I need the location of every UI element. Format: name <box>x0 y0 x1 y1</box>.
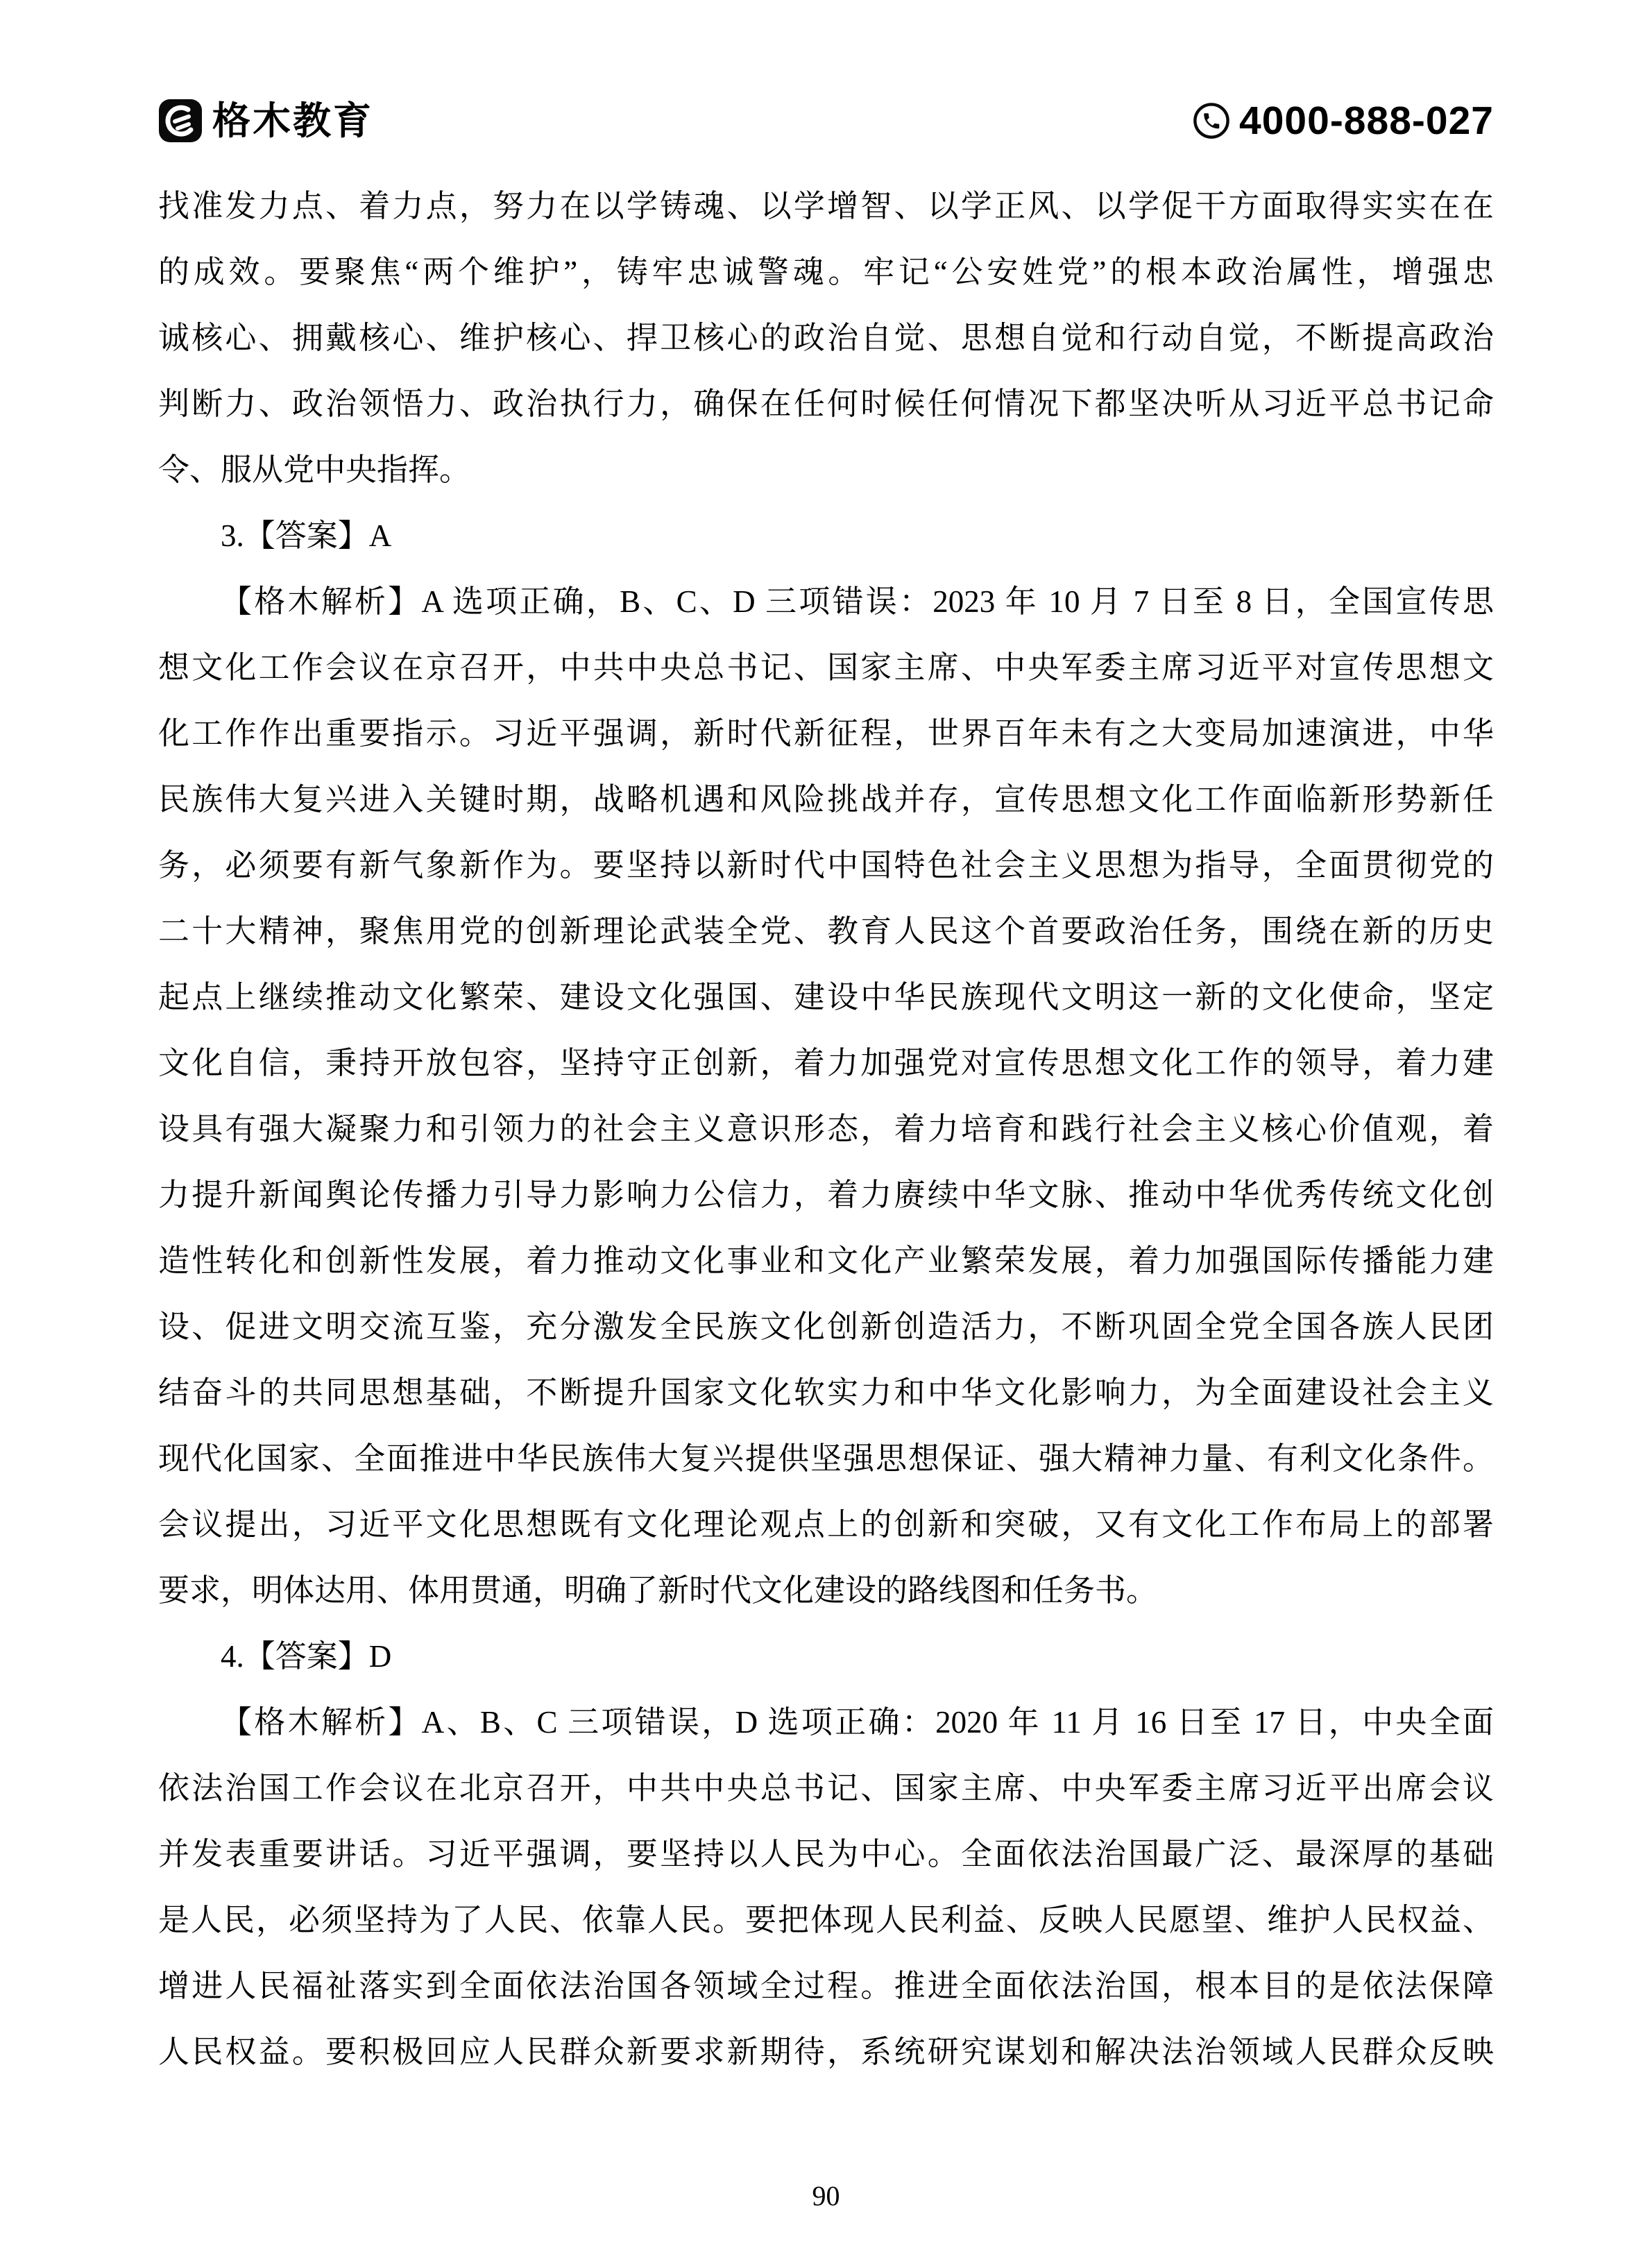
text-line: 起点上继续推动文化繁荣、建设文化强国、建设中华民族现代文明这一新的文化使命，坚定 <box>158 980 1494 1014</box>
text-line: 判断力、政治领悟力、政治执行力，确保在任何时候任何情况下都坚决听从习近平总书记命 <box>158 387 1494 421</box>
gemu-logo-icon <box>158 99 203 143</box>
text-line: 4.【答案】D <box>221 1639 392 1674</box>
text-line: 令、服从党中央指挥。 <box>158 452 471 487</box>
text-line: 现代化国家、全面推进中华民族伟大复兴提供坚强思想保证、强大精神力量、有利文化条件。 <box>158 1441 1494 1476</box>
text-line: 务，必须要有新气象新作为。要坚持以新时代中国特色社会主义思想为指导，全面贯彻党的 <box>158 848 1494 883</box>
document-body <box>158 173 1494 2085</box>
text-line: 二十大精神，聚焦用党的创新理论武装全党、教育人民这个首要政治任务，围绕在新的历史 <box>158 914 1494 949</box>
text-line: 力提升新闻舆论传播力引导力影响力公信力，着力赓续中华文脉、推动中华优秀传统文化创 <box>158 1178 1494 1212</box>
phone-number: 4000-888-027 <box>1239 98 1494 143</box>
text-line: 结奋斗的共同思想基础，不断提升国家文化软实力和中华文化影响力，为全面建设社会主义 <box>158 1375 1494 1410</box>
text-line: 想文化工作会议在京召开，中共中央总书记、国家主席、中央军委主席习近平对宣传思想文 <box>158 650 1494 685</box>
text-line: 的成效。要聚焦“两个维护”，铸牢忠诚警魂。牢记“公安姓党”的根本政治属性，增强忠 <box>158 255 1494 289</box>
page-header <box>158 99 1494 143</box>
page-footer <box>0 2182 1652 2210</box>
text-line: 设具有强大凝聚力和引领力的社会主义意识形态，着力培育和践行社会主义核心价值观，着 <box>158 1112 1494 1146</box>
brand <box>158 99 373 143</box>
text-line: 【格木解析】A、B、C 三项错误，D 选项正确：2020 年 11 月 16 日至 17 日，中央全面 <box>221 1705 1494 1740</box>
contact-phone <box>1192 98 1494 143</box>
text-line: 依法治国工作会议在北京召开，中共中央总书记、国家主席、中央军委主席习近平出席会议 <box>158 1771 1494 1806</box>
page-number: 90 <box>812 2180 840 2211</box>
text-line: 设、促进文明交流互鉴，充分激发全民族文化创新创造活力，不断巩固全党全国各族人民团 <box>158 1309 1494 1344</box>
text-line: 3.【答案】A <box>221 518 392 553</box>
text-line: 造性转化和创新性发展，着力推动文化事业和文化产业繁荣发展，着力加强国际传播能力建 <box>158 1243 1494 1278</box>
text-line: 增进人民福祉落实到全面依法治国各领域全过程。推进全面依法治国，根本目的是依法保障 <box>158 1969 1494 2003</box>
text-line: 是人民，必须坚持为了人民、依靠人民。要把体现人民利益、反映人民愿望、维护人民权益、 <box>158 1903 1494 1937</box>
text-line: 要求，明体达用、体用贯通，明确了新时代文化建设的路线图和任务书。 <box>158 1573 1158 1608</box>
text-line: 化工作作出重要指示。习近平强调，新时代新征程，世界百年未有之大变局加速演进，中华 <box>158 716 1494 751</box>
text-line: 文化自信，秉持开放包容，坚持守正创新，着力加强党对宣传思想文化工作的领导，着力建 <box>158 1046 1494 1080</box>
text-line: 并发表重要讲话。习近平强调，要坚持以人民为中心。全面依法治国最广泛、最深厚的基础 <box>158 1837 1494 1871</box>
text-line: 找准发力点、着力点，努力在以学铸魂、以学增智、以学正风、以学促干方面取得实实在在 <box>158 189 1494 223</box>
brand-name: 格木教育 <box>212 99 374 142</box>
text-line: 会议提出，习近平文化思想既有文化理论观点上的创新和突破，又有文化工作布局上的部署 <box>158 1507 1494 1542</box>
text-line: 民族伟大复兴进入关键时期，战略机遇和风险挑战并存，宣传思想文化工作面临新形势新任 <box>158 782 1494 817</box>
phone-icon <box>1192 101 1231 140</box>
text-line: 诚核心、拥戴核心、维护核心、捍卫核心的政治自觉、思想自觉和行动自觉，不断提高政治 <box>158 321 1494 355</box>
text-line: 【格木解析】A 选项正确，B、C、D 三项错误：2023 年 10 月 7 日至 8 日，全国宣传思 <box>221 584 1494 619</box>
text-line: 人民权益。要积极回应人民群众新要求新期待，系统研究谋划和解决法治领域人民群众反映 <box>158 2035 1494 2069</box>
